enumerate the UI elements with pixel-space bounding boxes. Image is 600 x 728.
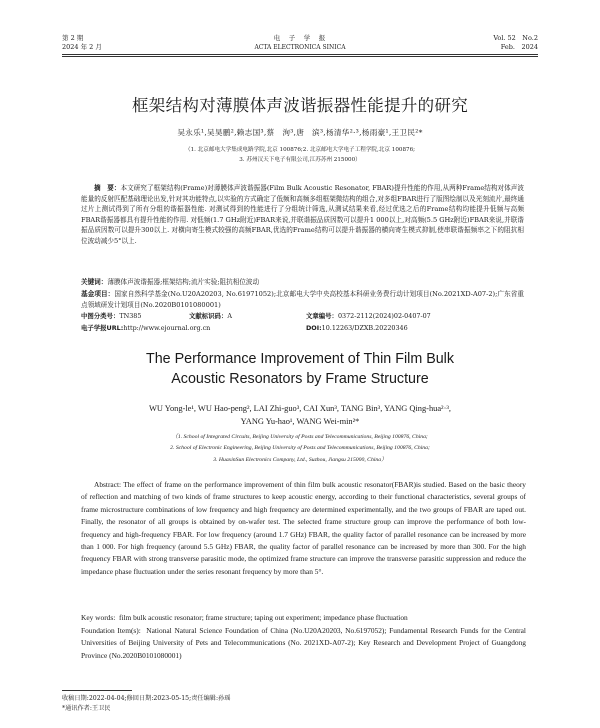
clc-row bbox=[81, 311, 141, 321]
keywords-label-cn: 关键词： bbox=[81, 278, 108, 286]
article-number-value: 0372-2112(2024)02-0407-07 bbox=[337, 312, 431, 320]
paper-title-en-line-1: The Performance Improvement of Thin Film Bulk bbox=[145, 351, 455, 367]
journal-name-cn: 电 子 学 报 bbox=[273, 34, 327, 42]
abstract-text-en: The effect of frame on the performance improvement of thin film bulk acoustic resonator(FBAR)is studied. Based on the basic theory of reflection and matching of two kinds of frame structures to keep acoustic energy, according to their functional characteristics, several groups of frame microstructure combinations of low frequency and high frequency are determined experimentally, and the two groups of FBAR are taped out. Finally, the resonator of all groups is obtained by on-wafer test. The selected frame structure group can improve the performance of both low-frequency and high-frequency FBAR. For low frequency (around 1.7 GHz) FBAR, the quality factor of parallel resonance can be increased by more than 1 000. For high frequency (around 5.5 GHz) FBAR, the quality factor of parallel resonance can be increased by more than 300. For the high frequency FBAR with strong transverse parasitic mode, the optimized frame structure can improve the transverse parasitic suppression and reduce the impedance phase fluctuation under the series resonant frequency by more than 5°. bbox=[81, 480, 527, 576]
authors-en-line-1: WU Yong-le¹, WU Hao-peng², LAI Zhi-guo³, CAI Xun³, TANG Bin³, YANG Qing-hua²·³, bbox=[149, 404, 451, 413]
abstract-text-cn: 本文研究了框架结构(Frame)对薄膜体声波谐振器(Film Bulk Acoustic Resonator, FBAR)提升性能的作用,从两种Frame结构对体声波能量的反射匹配基础理论出发,针对其功能特点,以实验的方式确定了低频和高频多组框架微结构的组合,对多组FBAR进行了版图绘制以及光刻流片,最终通过片上测试得到了所有分组的谐振器性能. 对测试得到的性能进行了分组统计筛选,从测试结果来看,经过优选之后的Frame结构均能提升低频与高频FBAR谐振器都具有提升性能的作用. 对低频(1.7 GHz附近)FBAR来说,并联谐振品质因数可以提升1 000以上,对高频(5.5 GHz附近)FBAR来说,并联谐振品质因数可以提升300以上. 对横向寄生模式较强的高频FBAR,优选的Frame结构可以提升谐振器的横向寄生模式抑制,使串联谐振频率之下的阻抗相位波动减少5°以上. bbox=[81, 184, 525, 245]
header-rule bbox=[62, 54, 538, 55]
doc-code-row bbox=[189, 311, 232, 321]
keywords-text-en: film bulk acoustic resonator; frame structure; taping out experiment; impedance phase fluctuation bbox=[118, 613, 408, 622]
affiliation-en-1: （1. School of Integrated Circuits, Beijing University of Posts and Telecommunications, Beijing 100876, China; bbox=[172, 434, 428, 440]
abstract-cn bbox=[81, 183, 524, 247]
url-value[interactable]: http://www.ejournal.org.cn bbox=[123, 324, 211, 332]
issue-date-en: Feb. 2024 bbox=[500, 43, 538, 51]
header-right bbox=[493, 34, 538, 52]
keywords-en bbox=[81, 612, 526, 624]
abstract-label-cn: 摘 要： bbox=[94, 184, 121, 192]
paper-title-en-line-2: Acoustic Resonators by Frame Structure bbox=[171, 371, 429, 387]
fund-text-cn: 国家自然科学基金(No.U20A20203, No.61971052);北京邮电大学中央高校基本科研业务费行动计划项目(No.2021XD-A07-2);广东省重点领域研发计划项目(No.2020B0101080001) bbox=[81, 290, 525, 309]
keywords-text-cn: 薄膜体声波谐振器;框架结构;流片实验;阻抗相位波动 bbox=[107, 278, 260, 286]
fund-cn bbox=[81, 289, 524, 310]
corresponding-author: *通讯作者:王卫民 bbox=[62, 705, 111, 712]
affiliation-cn-2: 3. 苏州汉天下电子有限公司,江苏苏州 215000） bbox=[239, 157, 361, 163]
received-date: 收稿日期:2022-04-04;修回日期:2023-05-15;责任编辑:孙瑶 bbox=[62, 695, 231, 702]
doi-row bbox=[306, 323, 408, 333]
fund-en bbox=[81, 625, 526, 662]
fund-label-cn: 基金项目： bbox=[81, 290, 115, 298]
fund-text-en: National Natural Science Foundation of China (No.U20A20203, No.6197052); Fundamental Research Funds for the Central Universities of Beijing University of Pets and Telecommunications (No. 2021XD-A07-2); Key Research and Development Project of Guangdong Province (No.2020B0101080001) bbox=[81, 626, 526, 660]
keywords-cn bbox=[81, 277, 524, 288]
abstract-label-en: Abstract: bbox=[94, 480, 122, 489]
volume-number: Vol. 52 No.2 bbox=[493, 34, 538, 42]
doc-code-value: A bbox=[227, 312, 232, 320]
doc-code-label: 文献标识码： bbox=[189, 312, 228, 320]
doi-label: DOI: bbox=[306, 324, 322, 332]
affiliation-cn-1: （1. 北京邮电大学集成电路学院,北京 100876;2. 北京邮电大学电子工程学院,北京 100876; bbox=[184, 147, 416, 153]
paper-title-cn: 框架结构对薄膜体声波谐振器性能提升的研究 bbox=[132, 96, 468, 115]
authors-cn: 吴永乐¹,吴昊鹏²,赖志国³,蔡 洵³,唐 滨³,杨清华²·³,杨雨豪¹,王卫民²* bbox=[177, 128, 423, 137]
authors-en-line-2: YANG Yu-hao¹, WANG Wei-min²* bbox=[240, 417, 360, 426]
affiliation-en-3: 3. HuaxinSun Electronics Company, Ltd., Suzhou, Jiangsu 215000, China） bbox=[213, 457, 387, 463]
keywords-label-en: Key words: bbox=[81, 613, 116, 622]
footnote-rule bbox=[62, 690, 132, 691]
clc-label: 中图分类号： bbox=[81, 312, 120, 320]
doi-value[interactable]: 10.12263/DZXB.20220346 bbox=[321, 324, 408, 332]
affiliation-en-2: 2. School of Electronic Engineering, Beijing University of Posts and Telecommunications, Beijing 100876, China; bbox=[170, 445, 430, 451]
url-row bbox=[81, 323, 210, 333]
abstract-en bbox=[81, 479, 526, 578]
article-number-label: 文章编号： bbox=[306, 312, 338, 320]
issue-number: 第 2 期 bbox=[62, 34, 84, 42]
url-label: 电子学报URL: bbox=[81, 324, 124, 332]
clc-value: TN385 bbox=[119, 312, 142, 320]
header-rule-thin bbox=[62, 56, 538, 57]
article-number-row bbox=[306, 311, 431, 321]
fund-label-en: Foundation Item(s): bbox=[81, 626, 141, 635]
issue-date-cn: 2024 年 2 月 bbox=[62, 43, 102, 51]
journal-name-en: ACTA ELECTRONICA SINICA bbox=[254, 44, 346, 51]
